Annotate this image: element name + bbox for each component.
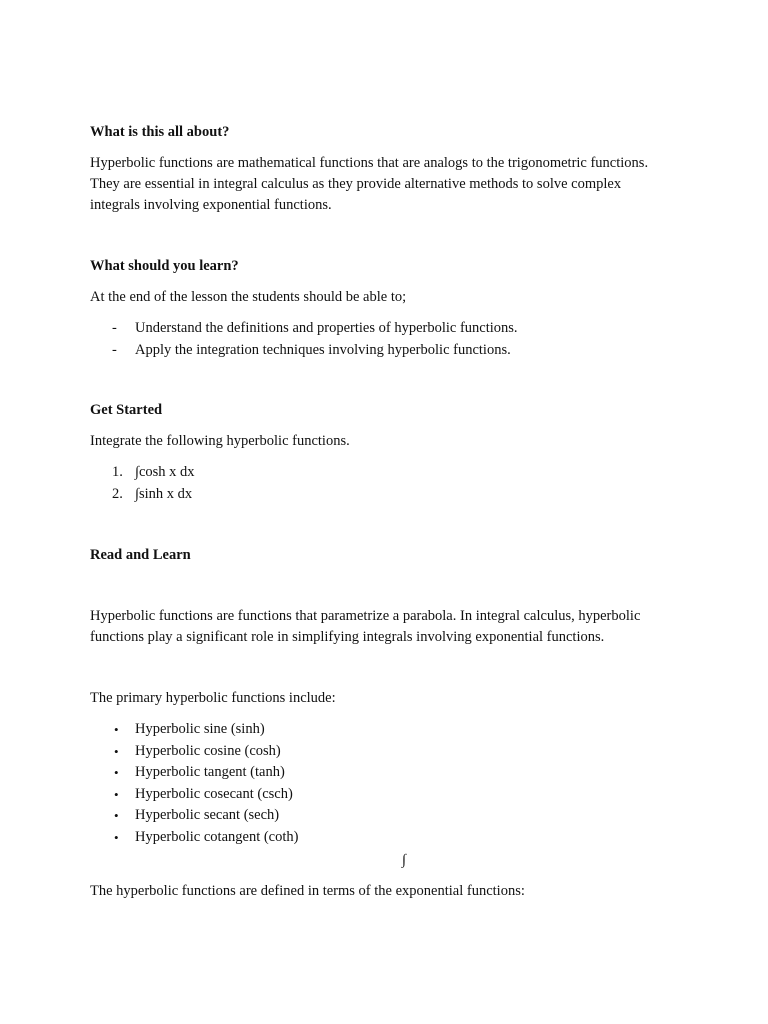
bullet-icon: • xyxy=(114,829,119,845)
exercise-list xyxy=(90,462,690,505)
bullet-icon: • xyxy=(114,743,119,759)
about-paragraph xyxy=(90,153,690,216)
bullet-icon: • xyxy=(114,765,119,780)
primary-functions-intro: The primary hyperbolic functions include: xyxy=(90,690,336,706)
list-item xyxy=(90,340,690,362)
exercise-text: ∫cosh x dx xyxy=(135,464,195,480)
dash-marker: - xyxy=(112,341,117,358)
function-name: Hyperbolic secant (sech) xyxy=(135,807,280,823)
dash-marker: - xyxy=(112,320,117,336)
definition-intro: The hyperbolic functions are defined in terms of the exponential functions: xyxy=(90,883,525,899)
heading-what-should-you-learn: What should you learn? xyxy=(90,258,239,274)
number-marker: 2. xyxy=(112,485,123,502)
primary-functions-list xyxy=(90,719,690,848)
bullet-icon: • xyxy=(114,786,119,802)
list-item xyxy=(90,805,690,827)
about-paragraph-line: They are essential in integral calculus as they provide alternative methods to solve complex xyxy=(90,176,622,192)
learning-objectives-list xyxy=(90,318,690,361)
heading-get-started: Get Started xyxy=(90,402,163,418)
list-item xyxy=(90,318,690,340)
list-item xyxy=(90,484,690,506)
function-name: Hyperbolic tangent (tanh) xyxy=(135,764,285,780)
list-item xyxy=(90,719,690,741)
about-paragraph-line: Hyperbolic functions are mathematical functions that are analogs to the trigonometric functions. xyxy=(90,155,649,171)
list-item xyxy=(90,762,690,784)
learn-intro: At the end of the lesson the students should be able to; xyxy=(90,289,407,305)
bullet-icon: • xyxy=(114,808,119,823)
get-started-intro: Integrate the following hyperbolic functions. xyxy=(90,433,350,449)
list-item-text: Apply the integration techniques involving hyperbolic functions. xyxy=(135,341,511,358)
read-learn-paragraph-line: functions play a significant role in simplifying integrals involving exponential functions. xyxy=(90,629,605,645)
read-learn-paragraph-line: Hyperbolic functions are functions that parametrize a parabola. In integral calculus, hyperbolic xyxy=(90,608,641,624)
about-paragraph-line: integrals involving exponential functions. xyxy=(90,197,332,213)
integral-symbol: ∫ xyxy=(402,852,406,868)
list-item xyxy=(90,784,690,806)
bullet-icon: • xyxy=(114,722,119,737)
list-item-text: Understand the definitions and properties of hyperbolic functions. xyxy=(135,320,518,336)
number-marker: 1. xyxy=(112,464,123,480)
read-learn-paragraph xyxy=(90,606,690,648)
function-name: Hyperbolic sine (sinh) xyxy=(135,721,265,737)
function-name: Hyperbolic cosine (cosh) xyxy=(135,742,281,759)
function-name: Hyperbolic cosecant (csch) xyxy=(135,785,293,802)
heading-what-is-this-about: What is this all about? xyxy=(90,124,230,140)
list-item xyxy=(90,462,690,484)
exercise-text: ∫sinh x dx xyxy=(135,485,193,502)
list-item xyxy=(90,827,690,849)
heading-read-and-learn: Read and Learn xyxy=(90,547,191,563)
function-name: Hyperbolic cotangent (coth) xyxy=(135,828,299,845)
list-item xyxy=(90,741,690,763)
